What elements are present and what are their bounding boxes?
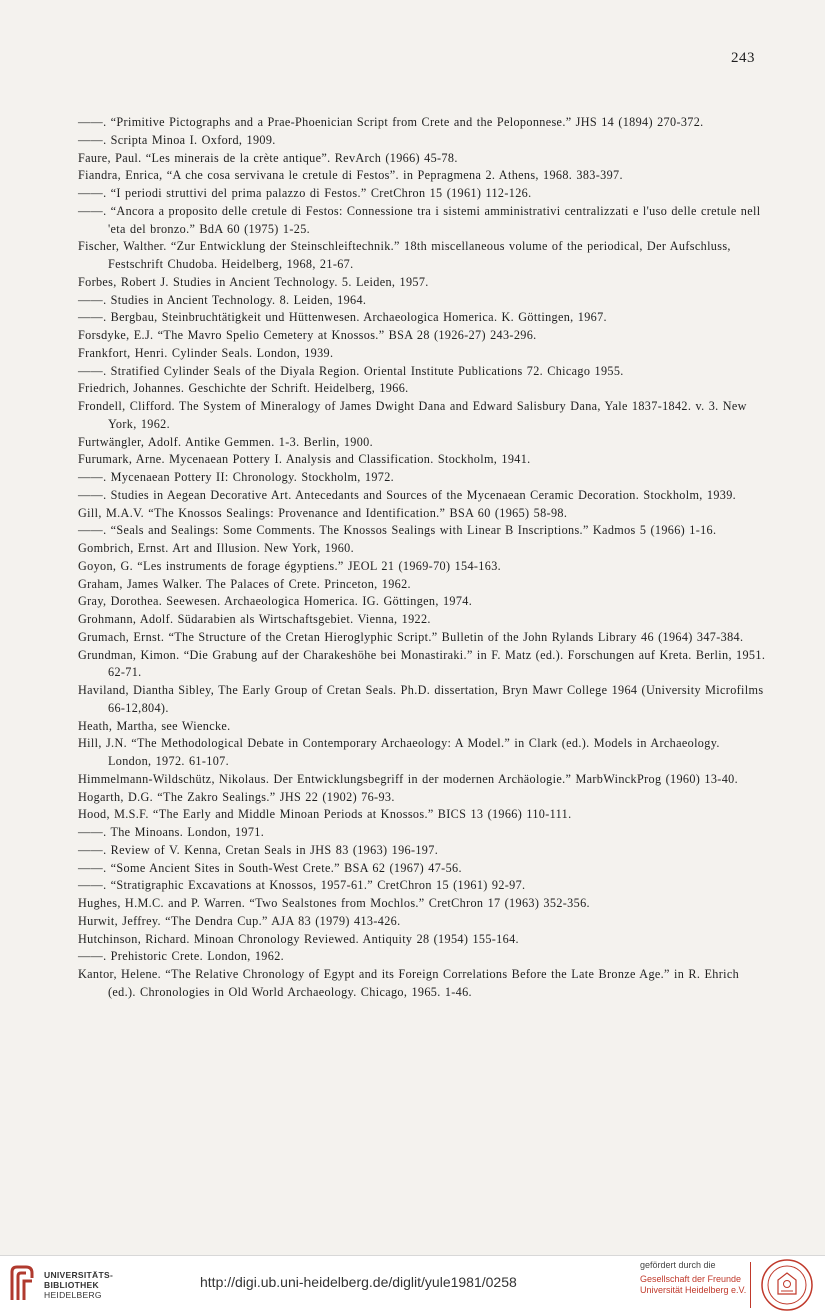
bibliography-entry: Fischer, Walther. “Zur Entwicklung der Steinschleiftechnik.” 18th miscellaneous volume of the periodical, Der Aufschluss, Festschrift Chudoba. Heidelberg, 1968, 21-67. — [78, 239, 731, 271]
bibliography-entry: Hutchinson, Richard. Minoan Chronology Reviewed. Antiquity 28 (1954) 155-164. — [78, 931, 519, 946]
bibliography-entry: ——. Bergbau, Steinbruchtätigkeit und Hüttenwesen. Archaeologica Homerica. K. Göttingen, 1967. — [78, 310, 607, 325]
bibliography-entry: Hood, M.S.F. “The Early and Middle Minoan Periods at Knossos.” BICS 13 (1966) 110-111. — [78, 807, 572, 822]
university-library-logo-icon — [8, 1264, 36, 1304]
bibliography-entry: Graham, James Walker. The Palaces of Crete. Princeton, 1962. — [78, 576, 411, 591]
bibliography-entry: Furumark, Arne. Mycenaean Pottery I. Analysis and Classification. Stockholm, 1941. — [78, 452, 531, 467]
bibliography-list — [78, 114, 766, 1002]
bibliography-entry: Forsdyke, E.J. “The Mavro Spelio Cemetery at Knossos.” BSA 28 (1926-27) 243-296. — [78, 328, 537, 342]
bibliography-entry: Hurwit, Jeffrey. “The Dendra Cup.” AJA 83 (1979) 413-426. — [78, 913, 401, 928]
bibliography-entry: Hughes, H.M.C. and P. Warren. “Two Sealstones from Mochlos.” CretChron 17 (1963) 352-356. — [78, 896, 590, 910]
bibliography-entry: ——. Scripta Minoa I. Oxford, 1909. — [78, 132, 276, 147]
bibliography-entry: ——. Studies in Aegean Decorative Art. Antecedants and Sources of the Mycenaean Ceramic Decoration. Stockholm, 1939. — [78, 487, 737, 502]
university-seal-icon — [760, 1258, 814, 1312]
bibliography-entry: ——. “Primitive Pictographs and a Prae-Phoenician Script from Crete and the Peloponnese.” JHS 14 (1894) 270-372. — [78, 115, 704, 129]
bibliography-entry: Friedrich, Johannes. Geschichte der Schrift. Heidelberg, 1966. — [78, 381, 409, 396]
bibliography-entry: Haviland, Diantha Sibley, The Early Group of Cretan Seals. Ph.D. dissertation, Bryn Mawr College 1964 (University Microfilms 66-12,804). — [78, 683, 764, 715]
bibliography-entry: ——. The Minoans. London, 1971. — [78, 825, 265, 839]
bibliography-entry: Gill, M.A.V. “The Knossos Sealings: Provenance and Identification.” BSA 60 (1965) 58-98. — [78, 505, 568, 520]
bibliography-entry: Heath, Martha, see Wiencke. — [78, 718, 231, 733]
sponsor-caption: gefördert durch die — [640, 1260, 716, 1270]
permalink-url[interactable]: http://digi.ub.uni-heidelberg.de/diglit/yule1981/0258 — [200, 1274, 517, 1290]
bibliography-entry: ——. “Seals and Sealings: Some Comments. The Knossos Sealings with Linear B Inscriptions.” Kadmos 5 (1966) 1-16. — [78, 523, 717, 538]
bibliography-entry: Grumach, Ernst. “The Structure of the Cretan Hieroglyphic Script.” Bulletin of the John Rylands Library 46 (1964) 347-384. — [78, 629, 744, 644]
bibliography-entry: ——. “I periodi struttivi del prima palazzo di Festos.” CretChron 15 (1961) 112-126. — [78, 186, 532, 200]
bibliography-entry: Himmelmann-Wildschütz, Nikolaus. Der Entwicklungsbegriff in der modernen Archäologie.” MarbWinckProg (1960) 13-40. — [78, 771, 738, 786]
footer-bar — [0, 1255, 825, 1314]
bibliography-entry: Hogarth, D.G. “The Zakro Sealings.” JHS 22 (1902) 76-93. — [78, 789, 395, 804]
bibliography-entry: Gombrich, Ernst. Art and Illusion. New York, 1960. — [78, 541, 354, 555]
bibliography-entry: Furtwängler, Adolf. Antike Gemmen. 1-3. Berlin, 1900. — [78, 434, 374, 449]
sponsor-divider — [750, 1262, 751, 1308]
bibliography-entry: ——. Stratified Cylinder Seals of the Diyala Region. Oriental Institute Publications 72. Chicago 1955. — [78, 363, 624, 378]
bibliography-entry: Kantor, Helene. “The Relative Chronology of Egypt and its Foreign Correlations Before the Late Bronze Age.” in R. Ehrich (ed.). Chronologies in Old World Archaeology. Chicago, 1965. 1-46. — [78, 967, 740, 999]
university-library-name: UNIVERSITÄTS- BIBLIOTHEK HEIDELBERG — [44, 1270, 114, 1300]
bibliography-entry: Gray, Dorothea. Seewesen. Archaeologica Homerica. IG. Göttingen, 1974. — [78, 594, 473, 609]
bibliography-entry: Grundman, Kimon. “Die Grabung auf der Charakeshöhe bei Monastiraki.” in F. Matz (ed.). Forschungen auf Kreta. Berlin, 1951. 62-71. — [78, 647, 766, 680]
bibliography-entry: Fiandra, Enrica, “A che cosa servivana le cretule di Festos”. in Pepragmena 2. Athens, 1968. 383-397. — [78, 168, 623, 183]
bibliography-entry: Goyon, G. “Les instruments de forage égyptiens.” JEOL 21 (1969-70) 154-163. — [78, 558, 502, 573]
bibliography-entry: Hill, J.N. “The Methodological Debate in Contemporary Archaeology: A Model.” in Clark (ed.). Models in Archaeology. London, 1972. 61-107. — [78, 736, 720, 768]
bibliography-entry: Frondell, Clifford. The System of Mineralogy of James Dwight Dana and Edward Salisbury Dana, Yale 1837-1842. v. 3. New York, 1962. — [78, 399, 747, 431]
bibliography-entry: Grohmann, Adolf. Südarabien als Wirtschaftsgebiet. Vienna, 1922. — [78, 612, 431, 626]
bibliography-entry: ——. Review of V. Kenna, Cretan Seals in JHS 83 (1963) 196-197. — [78, 842, 439, 857]
bibliography-entry: ——. Studies in Ancient Technology. 8. Leiden, 1964. — [78, 292, 367, 307]
bibliography-entry: ——. “Some Ancient Sites in South-West Crete.” BSA 62 (1967) 47-56. — [78, 860, 462, 875]
bibliography-entry: ——. Prehistoric Crete. London, 1962. — [78, 949, 285, 964]
bibliography-entry: Faure, Paul. “Les minerais de la crète antique”. RevArch (1966) 45-78. — [78, 150, 458, 165]
bibliography-entry: ——. Mycenaean Pottery II: Chronology. Stockholm, 1972. — [78, 470, 395, 484]
bibliography-entry: Frankfort, Henri. Cylinder Seals. London, 1939. — [78, 345, 334, 360]
bibliography-entry: Forbes, Robert J. Studies in Ancient Technology. 5. Leiden, 1957. — [78, 274, 429, 289]
page-number: 243 — [731, 50, 755, 66]
sponsor-name: Gesellschaft der Freunde Universität Heidelberg e.V. — [640, 1274, 747, 1295]
bibliography-entry: ——. “Stratigraphic Excavations at Knossos, 1957-61.” CretChron 15 (1961) 92-97. — [78, 878, 526, 893]
bibliography-entry: ——. “Ancora a proposito delle cretule di Festos: Connessione tra i sistemi amministrativi centralizzati e l'uso delle cretule nell 'eta del bronzo.” BdA 60 (1975) 1-25. — [78, 203, 761, 236]
